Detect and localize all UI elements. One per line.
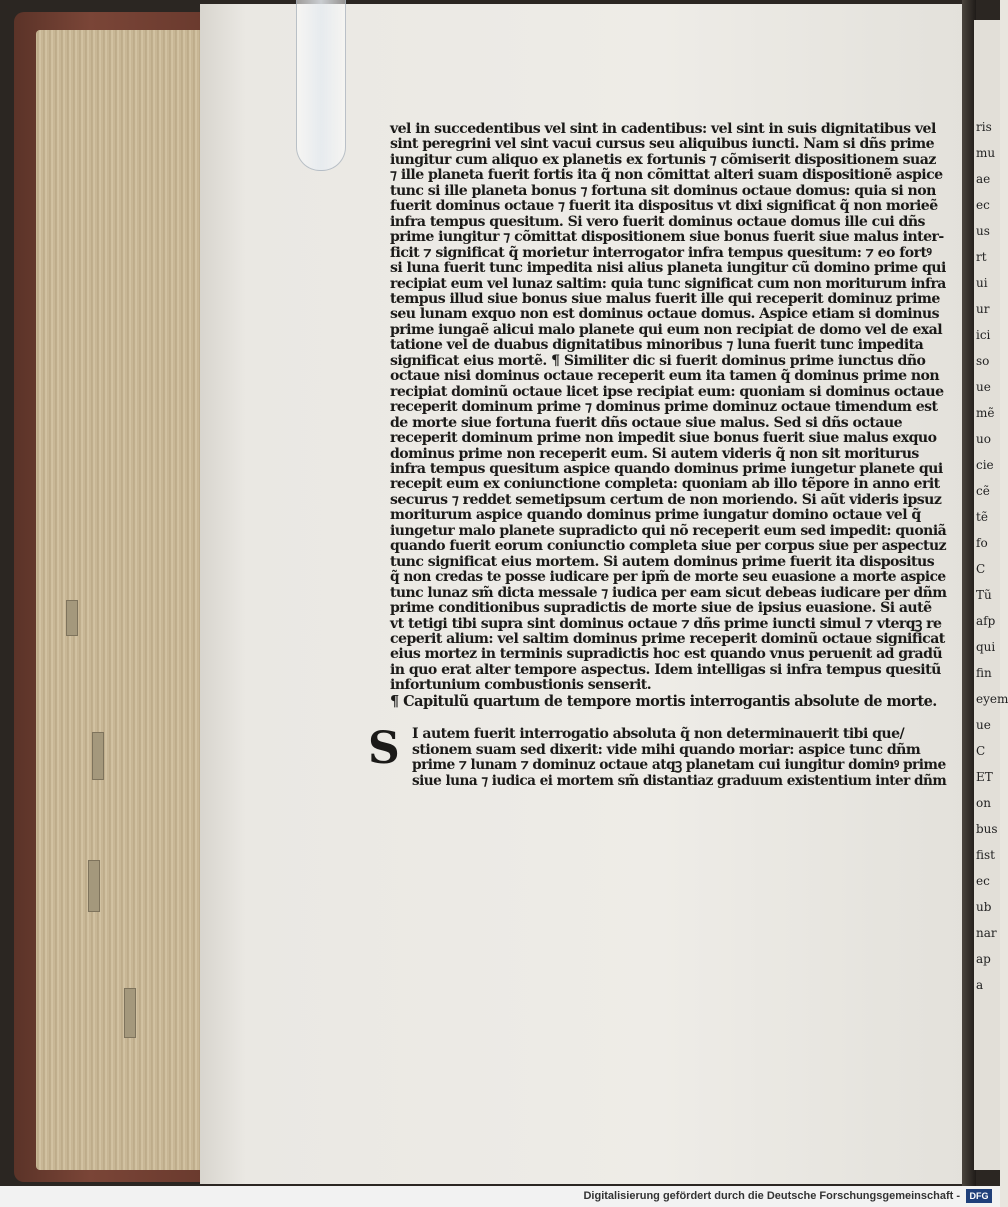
facing-page-fragment: ue — [976, 380, 991, 394]
text-line: infortunium combustionis senserit. — [390, 677, 652, 694]
facing-page-fragment: afp — [976, 614, 996, 628]
text-line: tunc significat eius mortem. Si autem dominus prime fuerit ita dispositus — [390, 553, 935, 570]
text-line: stionem suam sed dixerit: vide mihi quando moriar: aspice tunc dñm — [412, 741, 921, 758]
facing-page-fragment: mu — [976, 146, 996, 160]
text-line: iungetur malo planete supradicto qui nõ receperit eum sed impedit: quoniã — [390, 522, 947, 539]
text-line: I autem fuerit interrogatio absoluta q̃ non determinauerit tibi que/ — [412, 726, 905, 743]
paragraph-1 — [390, 122, 950, 694]
body-text — [368, 121, 950, 789]
text-line: ficit ⁊ significat q̃ morietur interrogator infra tempus quesitum: ⁊ eo fortꝰ — [390, 244, 932, 261]
dfg-logo-icon: DFG — [966, 1189, 992, 1203]
facing-page-fragment: fist — [976, 848, 995, 862]
text-line: octaue nisi dominus octaue receperit eum ita tamen q̃ dominus prime non — [390, 368, 940, 385]
text-line: moriturum aspice quando dominus prime iungatur domino octaue vel q̃ — [390, 507, 921, 524]
spacer — [390, 709, 950, 727]
text-line: prime iungaẽ alicui malo planete qui eum non recipiat de domo vel de exal — [390, 321, 943, 338]
text-line: si luna fuerit tunc impedita nisi alius planeta iungitur cũ domino prime qui — [390, 260, 946, 277]
text-line: vt tetigi tibi supra sint dominus octaue ⁊ dñs prime iuncti simul ⁊ vterqꝫ re — [390, 615, 942, 632]
text-line: vel in succedentibus vel sint in cadentibus: vel sint in suis dignitatibus vel — [390, 121, 936, 137]
paragraph-2 — [368, 723, 950, 789]
facing-page-fragment: ur — [976, 302, 990, 316]
text-line: receperit dominum prime ⁊ dominus prime dominuz octaue timendum est — [390, 399, 938, 416]
text-line: tatione vel de duabus dignitatibus minoribus ⁊ luna fuerit tunc impedita — [390, 337, 924, 354]
text-line: quando fuerit eorum coniunctio completa siue per corpus siue per aspectuz — [390, 538, 946, 555]
facing-page-fragment: C — [976, 562, 986, 576]
facing-page-fragment: ici — [976, 328, 991, 342]
facing-page-fragment: ae — [976, 172, 991, 186]
text-line: q̃ non credas te posse iudicare per ipm̃ de morte seu euasione a morte aspice — [390, 569, 946, 586]
text-line: recipiat dominũ octaue licet ipse recipiat eum: quoniam si dominus octaue — [390, 383, 944, 400]
facing-page-fragment: eyem — [976, 692, 1008, 706]
facing-page-fragment: cẽ — [976, 484, 990, 498]
text-line: tunc si ille planeta bonus ⁊ fortuna sit dominus octaue domus: quia si non — [390, 182, 936, 199]
text-line: ⁊ ille planeta fuerit fortis ita q̃ non cõmittat alteri suam dispositionẽ aspice — [390, 167, 943, 184]
text-line: infra tempus quesitum. Si vero fuerit dominus octaue domus ille cui dñs — [390, 213, 925, 230]
facing-page-fragment: a — [976, 978, 984, 992]
footer-bar — [0, 1186, 1000, 1207]
facing-page-fragment: cie — [976, 458, 994, 472]
text-line: receperit dominum prime non impedit siue bonus fuerit siue malus exquo — [390, 430, 937, 447]
facing-page-fragment: rt — [976, 250, 987, 264]
text-line: recipiat eum vel lunaz saltim: quia tunc significat cum non moriturum infra — [390, 275, 946, 292]
facing-page-fragment: ub — [976, 900, 992, 914]
initial-letter: S — [368, 723, 400, 775]
facing-page-fragment: nar — [976, 926, 997, 940]
facing-page-edge — [974, 20, 1008, 1170]
facing-page-fragment: ec — [976, 198, 990, 212]
facing-page-fragment: ec — [976, 874, 990, 888]
text-line: tempus illud siue bonus siue malus fuerit ille qui receperit dominuz prime — [390, 290, 940, 307]
text-line: fuerit dominus octaue ⁊ fuerit ita dispositus vt dixi significat q̃ non morieẽ — [390, 198, 938, 215]
facing-page-fragment: ris — [976, 120, 992, 134]
text-line: eius mortez in terminis supradictis hoc est quando vnus peruenit ad gradũ — [390, 646, 943, 663]
facing-page-fragment: C — [976, 744, 986, 758]
facing-page-fragment: fin — [976, 666, 992, 680]
text-line: de morte siue fortuna fuerit dñs octaue siue malus. Sed si dñs octaue — [390, 414, 903, 431]
text-line: tunc lunaz sm̃ dicta messale ⁊ iudica per eam sicut debeas iudicare per dñm — [390, 584, 947, 601]
facing-page-fragment: fo — [976, 536, 988, 550]
index-tab — [124, 988, 136, 1038]
text-line: recepit eum ex coniunctione completa: quoniam ab illo tẽpore in anno erit — [390, 476, 940, 493]
text-line: prime iungitur ⁊ cõmittat dispositionem siue bonus fuerit siue malus inter- — [390, 229, 944, 246]
facing-page-fragment: us — [976, 224, 990, 238]
facing-page-fragment: uo — [976, 432, 991, 446]
facing-page-fragment: ET — [976, 770, 993, 784]
text-line: significat eius mortẽ. ¶ Similiter dic si fuerit dominus prime iunctus dño — [390, 352, 926, 369]
index-tab — [92, 732, 104, 780]
facing-page-fragment: so — [976, 354, 990, 368]
text-line: siue luna ⁊ iudica ei mortem sm̃ distantiaz graduum existentium inter dñm — [412, 772, 947, 789]
text-line: ceperit alium: vel saltim dominus prime receperit dominũ octaue significat — [390, 630, 945, 647]
text-line: prime ⁊ lunam ⁊ dominuz octaue atqꝫ planetam cui iungitur dominꝰ prime — [412, 757, 946, 774]
facing-page-fragment: ap — [976, 952, 991, 966]
text-line: dominus prime non receperit eum. Si autem videris q̃ non sit moriturus — [390, 445, 919, 462]
index-tab — [66, 600, 78, 636]
index-tab — [88, 860, 100, 912]
bookmark-ribbon-icon — [296, 0, 346, 171]
facing-page-fragment: mẽ — [976, 406, 995, 420]
facing-page-fragment: on — [976, 796, 991, 810]
text-line: seu lunam exquo non est dominus octaue domus. Aspice etiam si dominus — [390, 306, 939, 323]
text-line: in quo erat alter tempore aspectus. Idem intelligas si infra tempus quesitũ — [390, 661, 941, 678]
text-line: prime conditionibus supradictis de morte siue de ipsius euasione. Si autẽ — [390, 600, 932, 617]
facing-page-fragment: tẽ — [976, 510, 988, 524]
funding-credit: Digitalisierung gefördert durch die Deutsche Forschungsgemeinschaft - — [583, 1190, 960, 1202]
facing-page-fragment: ue — [976, 718, 991, 732]
paragraph-2-lines — [390, 727, 950, 789]
chapter-heading: ¶ Capitulũ quartum de tempore mortis interrogantis absolute de morte. — [390, 692, 937, 710]
facing-page-fragment: ui — [976, 276, 988, 290]
facing-page-fragment: Tũ — [976, 588, 992, 602]
text-line: sint peregrini vel sint vacui cursus seu aliquibus iuncti. Nam si dñs prime — [390, 136, 934, 153]
facing-page-fragment: bus — [976, 822, 998, 836]
text-line: infra tempus quesitum aspice quando dominus prime iungetur planete qui — [390, 460, 943, 477]
text-line: securus ⁊ reddet semetipsum certum de non moriendo. Si aũt videris ipsuz — [390, 491, 942, 508]
text-line: iungitur cum aliquo ex planetis ex fortunis ⁊ cõmiserit dispositionem suaz — [390, 151, 936, 168]
facing-page-fragment: qui — [976, 640, 996, 654]
page-fore-edge — [36, 30, 206, 1170]
